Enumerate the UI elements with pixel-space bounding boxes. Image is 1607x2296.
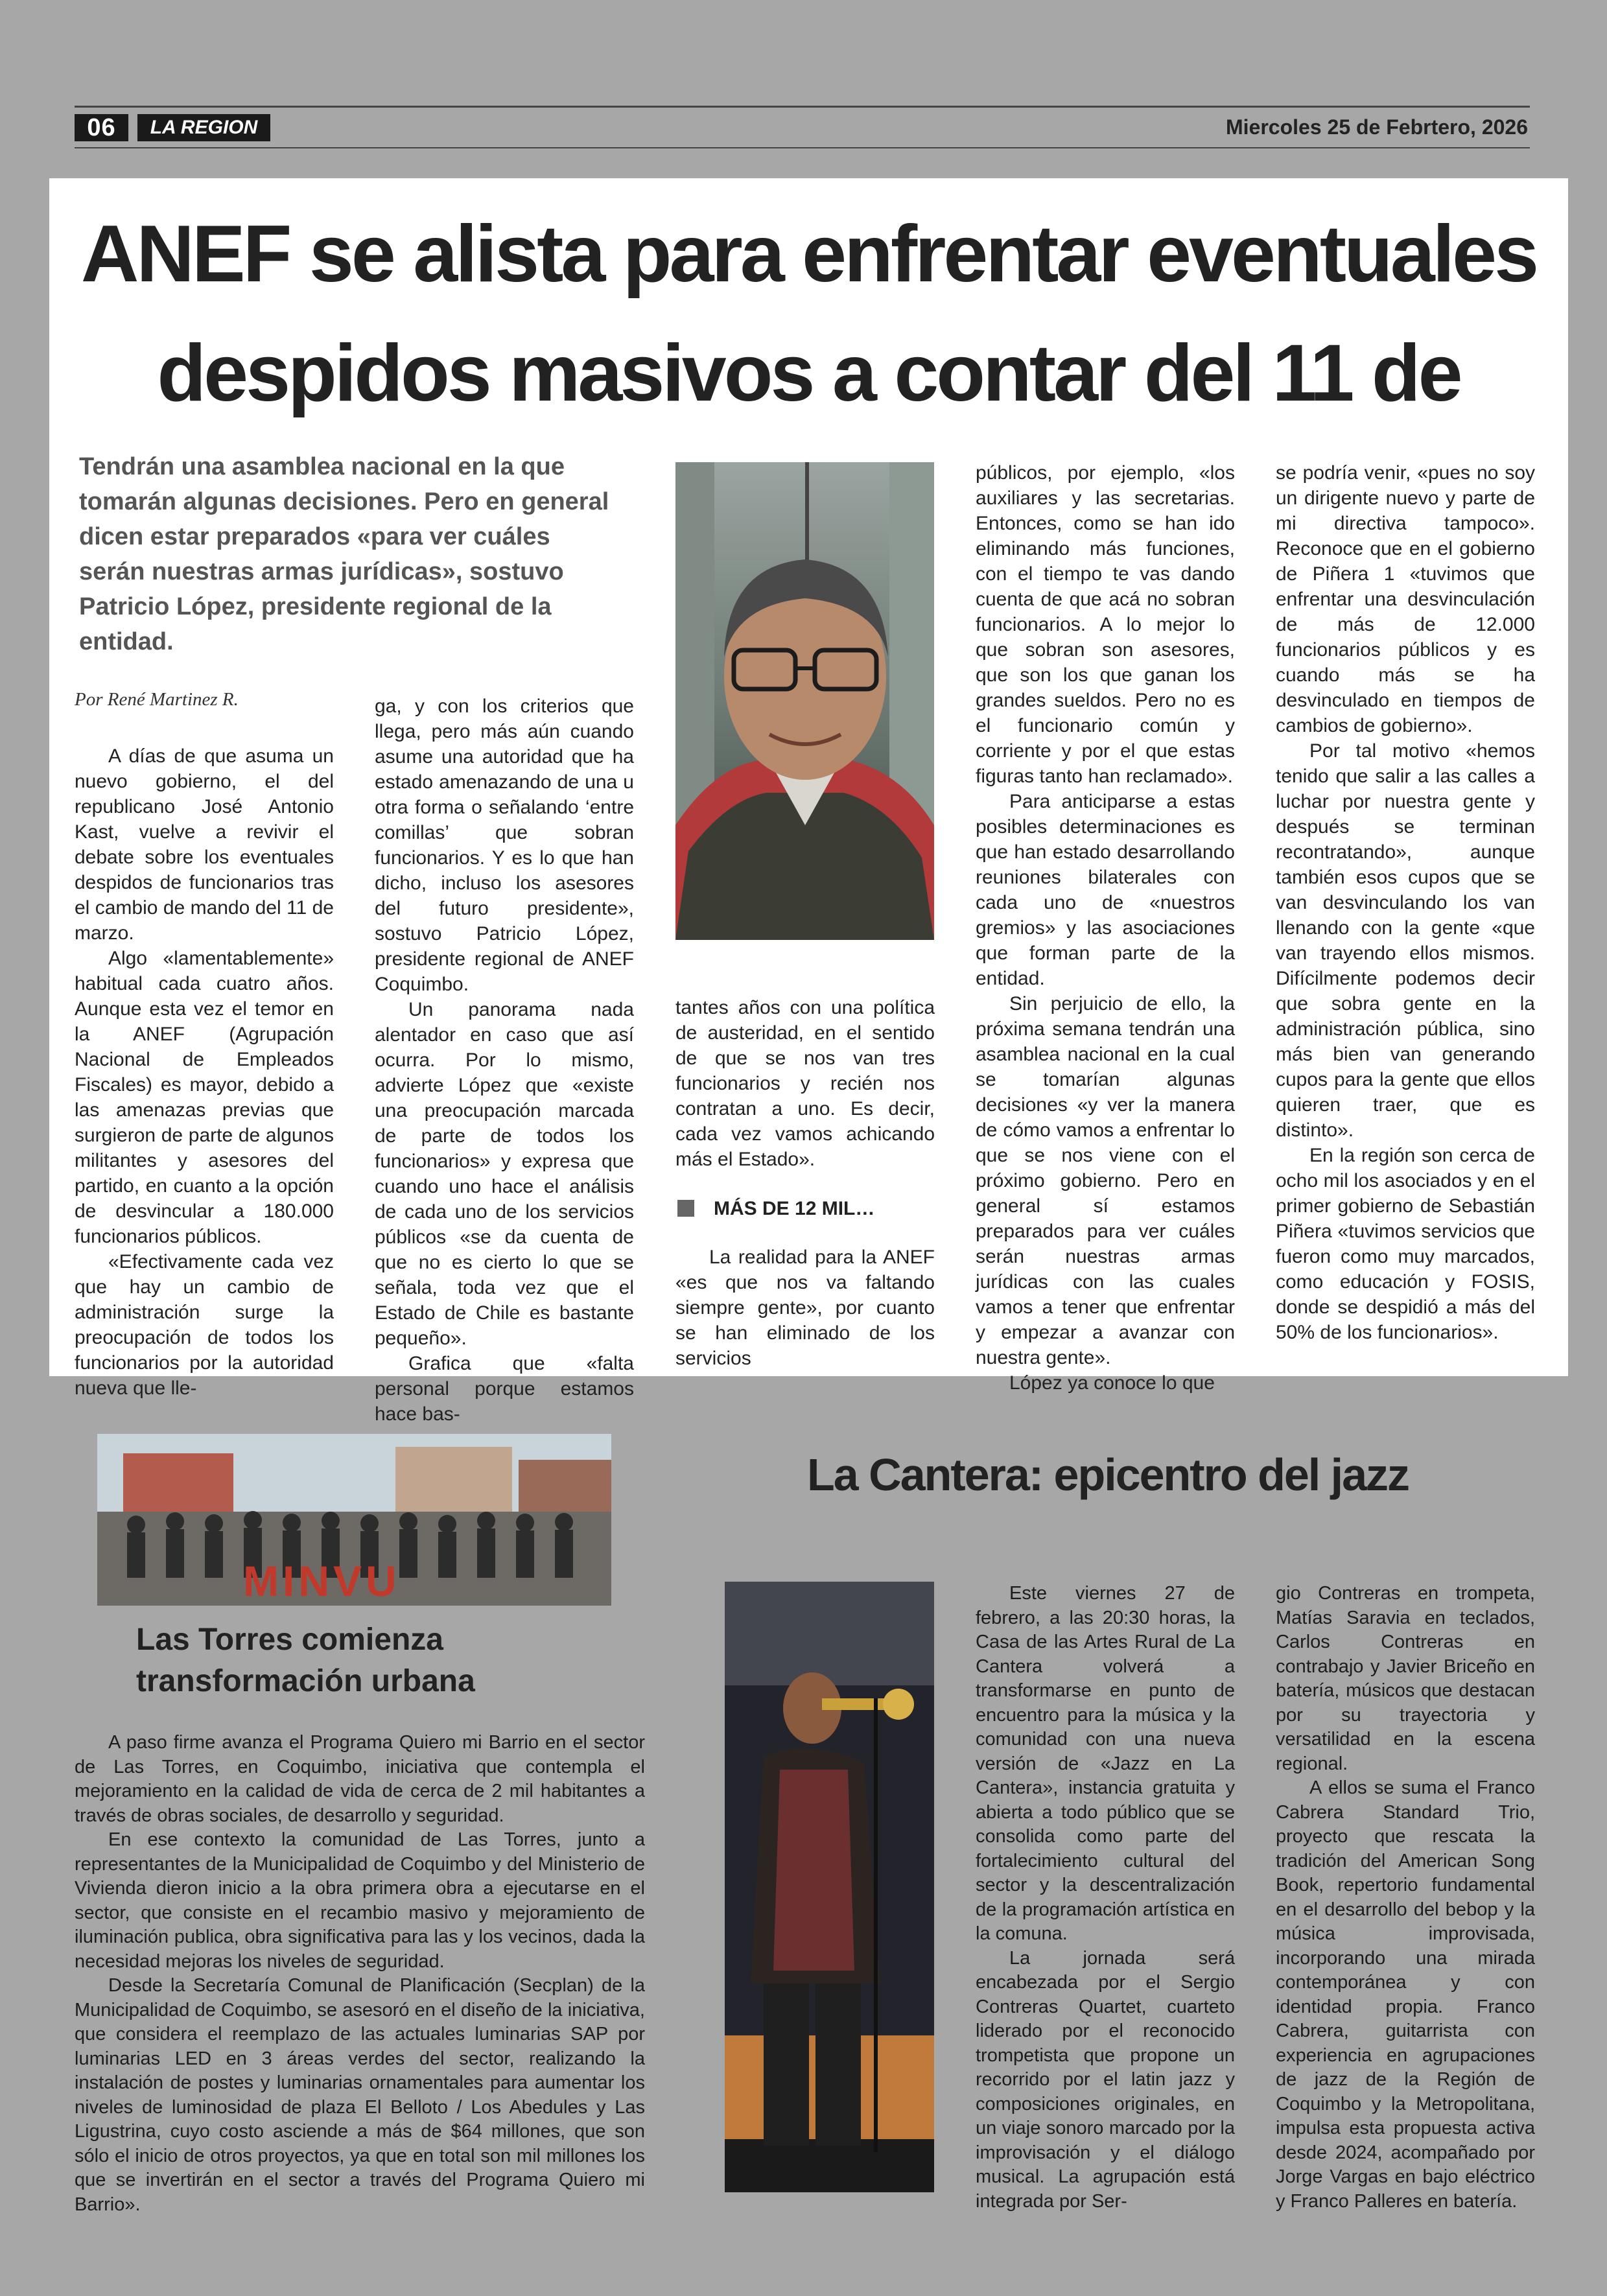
article-lead: Tendrán una asamblea nacional en la que tomarán algunas decisiones. Pero en general dicen estar preparados «para ver cuáles serán nuestras armas jurídicas», sostuvo Patricio López, presidente regional de la entidad. bbox=[79, 453, 609, 655]
paragraph: Este viernes 27 de febrero, a las 20:30 horas, la Casa de las Artes Rural de La Cantera volverá a transformarse en punto de encuentro para la música y la comunidad con una nueva versión de «Jazz en La Cantera», instancia gratuita y abierta a todo público que se consolida como parte del fortalecimiento cultural del sector y la descentralización de la programación artística en la comuna. bbox=[976, 1583, 1235, 1944]
paragraph: «Efectivamente cada vez que hay un cambio de administración surge la preocupación de todos los funcionarios por la autoridad nueva que lle- bbox=[75, 1251, 334, 1399]
paragraph: se podría venir, «pues no soy un dirigente nuevo y parte de mi directiva tampoco». Reconoce que en el gobierno de Piñera 1 «tuvimos que enfrentar una desvinculación de más de 12.000 funcionarios públicos y es cuando más se ha desvinculado en tiempos de cambios de gobierno». bbox=[1276, 462, 1535, 736]
paragraph: públicos, por ejemplo, «los auxiliares y las secretarias. Entonces, como se han ido eliminando más funciones, con el tiempo te vas dando cuenta de que acá no sobran funcionarios. A lo mejor lo que sobran son asesores, que son los que ganan los grandes sueldos. Pero no es el funcionario común y corriente y por el que estas figuras tanto han reclamado». bbox=[976, 462, 1235, 787]
paragraph: La realidad para la ANEF «es que nos va faltando siempre gente», por cuanto se han eliminado de los servicios bbox=[675, 1247, 935, 1369]
article-column-3b bbox=[675, 1245, 935, 1371]
header-top-rule bbox=[75, 106, 1530, 108]
header-bottom-rule bbox=[75, 147, 1530, 148]
paragraph: A días de que asuma un nuevo gobierno, el del republicano José Antonio Kast, vuelve a revivir el debate sobre los eventuales despidos de funcionarios tras el cambio de mando del 11 de marzo. bbox=[75, 745, 334, 944]
las-torres-body bbox=[75, 1731, 645, 2217]
headline-line-2: despidos masivos a contar del 11 de bbox=[157, 329, 1460, 418]
bullet-square-icon bbox=[677, 1200, 694, 1217]
title-line-1: Las Torres comienza bbox=[136, 1622, 443, 1657]
las-torres-title bbox=[136, 1619, 475, 1702]
title-line-2: transformación urbana bbox=[136, 1664, 475, 1698]
article-column-1 bbox=[75, 744, 334, 1401]
portrait-illustration bbox=[675, 462, 934, 940]
trumpeter-illustration bbox=[725, 1582, 934, 2192]
paragraph: gio Contreras en trompeta, Matías Saravia en teclados, Carlos Contreras en contrabajo y Javier Briceño en batería, músicos que destacan por su trayectoria y versatilidad en la escena regional. bbox=[1276, 1583, 1535, 1774]
paragraph: A ellos se suma el Franco Cabrera Standard Trio, proyecto que rescata la tradición del American Song Book, repertorio fundamental en el desarrollo del bebop y la música improvisada, incorporando una mirada contemporánea y con identidad propia. Franco Cabrera, guitarrista con experiencia en agrupaciones de jazz de la Región de Coquimbo y la Metropolitana, impulsa esta propuesta activa desde 2024, acompañado por Jorge Vargas en bajo eléctrico y Franco Palleres en batería. bbox=[1276, 1777, 1535, 2212]
article-column-4 bbox=[976, 460, 1235, 1396]
jazz-title: La Cantera: epicentro del jazz bbox=[807, 1449, 1409, 1500]
paragraph: A paso firme avanza el Programa Quiero mi Barrio en el sector de Las Torres, en Coquimbo, iniciativa que contempla el mejoramiento en la calidad de vida de cerca de 2 mil habitantes a través de obras sociales, de desarrollo y seguridad. bbox=[75, 1732, 645, 1826]
paragraph: Grafica que «falta personal porque estamos hace bas- bbox=[375, 1353, 634, 1425]
paragraph: Algo «lamentablemente» habitual cada cuatro años. Aunque esta vez el temor en la ANEF (Agrupación Nacional de Empleados Fiscales) es mayor, debido a las amenazas previas que surgieron de parte de algunos militantes y asesores del partido, en cuanto a la opción de desvincular a 180.000 funcionarios públicos. bbox=[75, 948, 334, 1247]
jazz-column-1 bbox=[976, 1582, 1235, 2214]
paragraph: Para anticiparse a estas posibles determinaciones es que han estado desarrollando reuniones bilaterales con cada uno de «nuestros gremios» y las asociaciones que forman parte de la entidad. bbox=[976, 791, 1235, 989]
section-subhead bbox=[677, 1198, 874, 1220]
group-photo-illustration bbox=[97, 1434, 611, 1606]
subhead-text: MÁS DE 12 MIL… bbox=[714, 1198, 875, 1219]
byline: Por René Martinez R. bbox=[75, 689, 239, 710]
article-column-3a bbox=[675, 995, 935, 1172]
jazz-column-2 bbox=[1276, 1582, 1535, 2214]
page-number: 06 bbox=[75, 114, 128, 141]
paragraph: En la región son cerca de ocho mil los asociados y en el primer gobierno de Sebastián Piñera «tuvimos servicios que fueron como muy marcados, como educación y FOSIS, donde se despidió a más del 50% de los funcionarios». bbox=[1276, 1145, 1535, 1343]
las-torres-photo bbox=[97, 1434, 611, 1606]
paragraph: La jornada será encabezada por el Sergio Contreras Quartet, cuarteto liderado por el reconocido trompetista que propone un recorrido por el latin jazz y composiciones originales, en un viaje sonoro marcado por la improvisación y el diálogo musical. La agrupación está integrada por Ser- bbox=[976, 1947, 1235, 2212]
issue-date: Miercoles 25 de Febrtero, 2026 bbox=[1226, 115, 1528, 139]
paragraph: López ya conoce lo que bbox=[1009, 1372, 1215, 1394]
newspaper-brand: LA REGION bbox=[137, 114, 270, 141]
portrait-photo bbox=[675, 462, 934, 940]
paragraph: Por tal motivo «hemos tenido que salir a las calles a luchar por nuestra gente y después se terminan recontratando», aunque también esos cupos que se van desvinculando los van llenando con la gente «que van trayendo ellos mismos. Difícilmente podemos decir que sobra gente en la administración pública, sino más bien van generando cupos para la gente que ellos quieren traer, que es distinto». bbox=[1276, 740, 1535, 1141]
article-column-5 bbox=[1276, 460, 1535, 1345]
paragraph: Desde la Secretaría Comunal de Planificación (Secplan) de la Municipalidad de Coquimbo, se asesoró en el diseño de la iniciativa, que considera el reemplazo de las actuales luminarias SAP por luminarias LED en 3 áreas verdes del sector, realizando la instalación de postes y luminarias ornamentales para aumentar los niveles de luminosidad de plaza El Belloto / Los Abedules y Las Ligustrina, cuyo costo asciende a más de $64 millones, que son sólo el inicio de otros proyectos, ya que en total son mil millones los que se invertirán en el sector a través del Programa Quiero mi Barrio». bbox=[75, 1975, 645, 2215]
minvu-sign: MINVU bbox=[243, 1557, 401, 1605]
headline-line-1: ANEF se alista para enfrentar eventuales bbox=[80, 209, 1537, 299]
paragraph: ga, y con los criterios que llega, pero más aún cuando asume una autoridad que ha estado amenazando de una u otra forma o señalando ‘entre comillas’ que sobran funcionarios. Y es lo que han dicho, incluso los asesores del futuro presidente», sostuvo Patricio López, presidente regional de ANEF Coquimbo. bbox=[375, 696, 634, 995]
paragraph: Un panorama nada alentador en caso que así ocurra. Por lo mismo, advierte López que «existe una preocupación marcada de parte de todos los funcionarios» y expresa que cuando uno hace el análisis de cada uno de los servicios públicos «se da cuenta de que no es cierto lo que se señala, toda vez que el Estado de Chile es bastante pequeño». bbox=[375, 999, 634, 1349]
paragraph: Sin perjuicio de ello, la próxima semana tendrán una asamblea nacional en la cual se tomarían algunas decisiones «y ver la manera de cómo vamos a enfrentar lo que se nos viene con el próximo gobierno. Pero en general sí estamos preparados para ver cuáles serán nuestras armas jurídicas con las cuales vamos a tener que enfrentar y empezar a avanzar con nuestra gente». bbox=[976, 993, 1235, 1368]
trumpeter-photo bbox=[725, 1582, 934, 2192]
article-column-2 bbox=[375, 694, 634, 1427]
paragraph: En ese contexto la comunidad de Las Torres, junto a representantes de la Municipalidad de Coquimbo y del Ministerio de Vivienda dieron inicio a la obra primera obra a ejecutarse en el sector, que consiste en el recambio masivo y mejoramiento de iluminación publica, obra significativa para las y los vecinos, dada la necesidad mejoras los niveles de seguridad. bbox=[75, 1829, 645, 1972]
paragraph: tantes años con una política de austeridad, en el sentido de que se nos van tres funcionarios y recién nos contratan a uno. Es decir, cada vez vamos achicando más el Estado». bbox=[675, 997, 935, 1170]
